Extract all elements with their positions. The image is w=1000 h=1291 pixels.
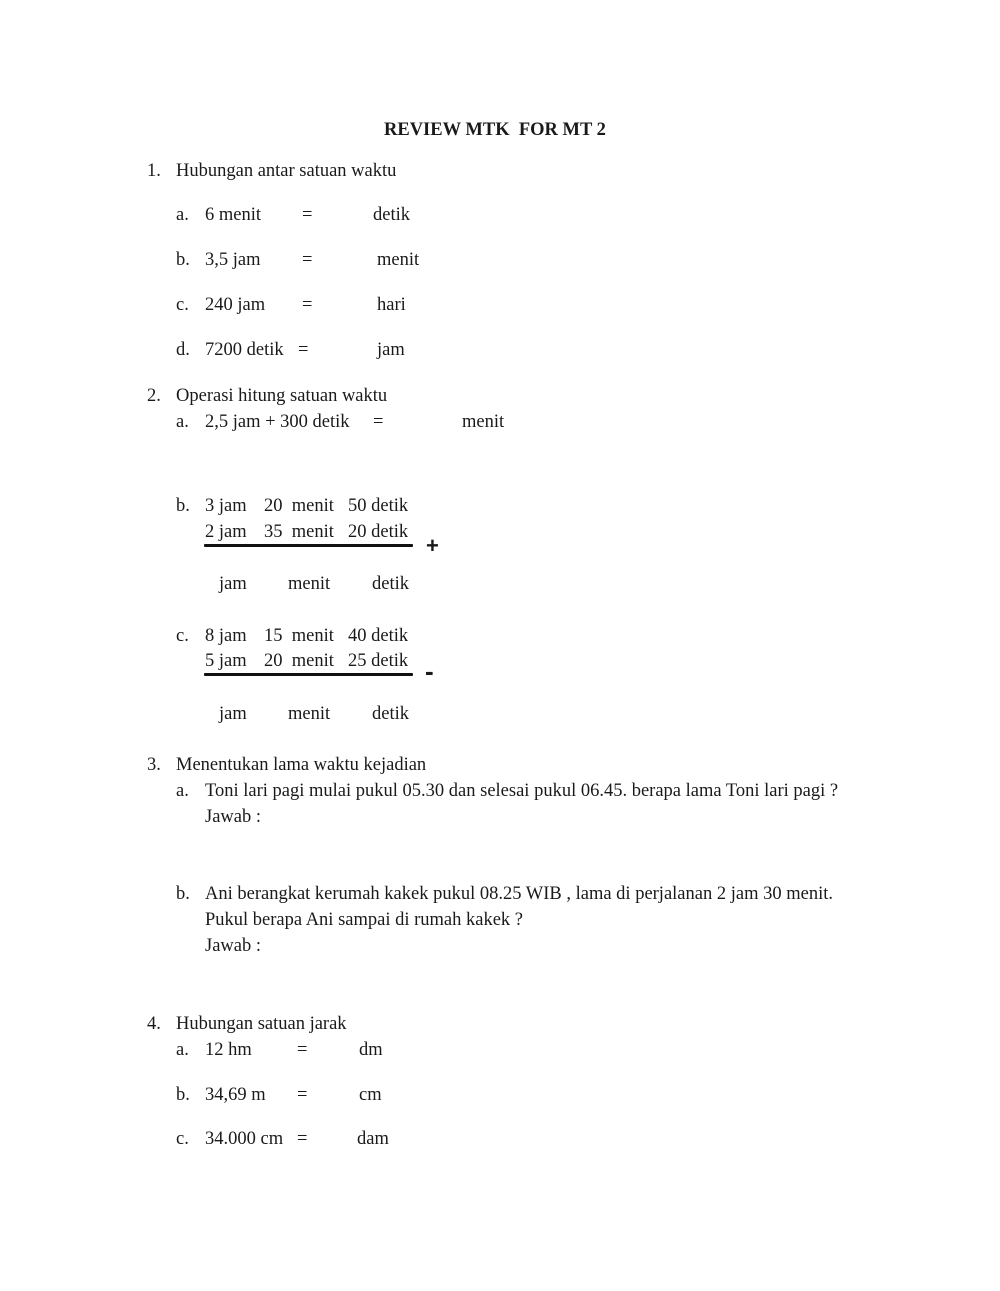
target-unit: cm [359,1085,382,1105]
result-unit-hours: jam [219,704,247,724]
item-letter: c. [176,626,189,646]
equals-sign: = [302,295,313,315]
minutes-value: 15 menit [264,626,334,646]
item-value: 12 hm [205,1040,252,1060]
hours-value: 2 jam [205,522,247,542]
item-letter: a. [176,412,189,432]
equals-sign: = [302,205,313,225]
target-unit: menit [462,412,505,432]
minutes-value: 20 menit [264,651,334,671]
problem-text: Ani berangkat kerumah kakek pukul 08.25 WIB , lama di perjalanan 2 jam 30 menit. [205,884,833,904]
equals-sign: = [297,1129,308,1149]
result-unit-minutes: menit [288,704,331,724]
result-unit-hours: jam [219,574,247,594]
difference-line [204,673,413,676]
target-unit: jam [377,340,405,360]
item-value: 240 jam [205,295,266,315]
equals-sign: = [373,412,384,432]
question-number: 3. [147,755,161,775]
item-value: 34,69 m [205,1085,266,1105]
item-letter: c. [176,1129,189,1149]
minus-sign: - [425,656,434,686]
seconds-value: 20 detik [348,522,409,542]
equals-sign: = [297,1040,308,1060]
equals-sign: = [302,250,313,270]
hours-value: 8 jam [205,626,247,646]
item-value: 2,5 jam + 300 detik [205,412,350,432]
sum-line [204,544,413,547]
equals-sign: = [298,340,309,360]
answer-label: Jawab : [205,936,261,956]
target-unit: menit [377,250,420,270]
question-heading: Hubungan satuan jarak [176,1014,347,1034]
result-unit-seconds: detik [372,704,409,724]
item-letter: b. [176,496,190,516]
item-value: 7200 detik [205,340,284,360]
page-title: REVIEW MTK FOR MT 2 [384,120,606,140]
seconds-value: 25 detik [348,651,409,671]
problem-text: Toni lari pagi mulai pukul 05.30 dan selesai pukul 06.45. berapa lama Toni lari pagi ? [205,781,839,801]
minutes-value: 35 menit [264,522,334,542]
problem-text: Pukul berapa Ani sampai di rumah kakek ? [205,910,524,930]
result-unit-seconds: detik [372,574,409,594]
item-letter: a. [176,1040,189,1060]
seconds-value: 50 detik [348,496,409,516]
item-letter: a. [176,781,189,801]
item-value: 6 menit [205,205,262,225]
question-number: 1. [147,161,161,181]
item-letter: b. [176,250,190,270]
question-heading: Operasi hitung satuan waktu [176,386,388,406]
item-letter: c. [176,295,189,315]
result-unit-minutes: menit [288,574,331,594]
plus-sign: + [426,533,439,558]
item-letter: a. [176,205,189,225]
item-letter: d. [176,340,190,360]
item-value: 3,5 jam [205,250,261,270]
hours-value: 3 jam [205,496,247,516]
answer-label: Jawab : [205,807,261,827]
target-unit: hari [377,295,406,315]
item-letter: b. [176,884,190,904]
item-letter: b. [176,1085,190,1105]
target-unit: dam [357,1129,389,1149]
question-number: 4. [147,1014,161,1034]
target-unit: dm [359,1040,383,1060]
seconds-value: 40 detik [348,626,409,646]
question-heading: Hubungan antar satuan waktu [176,161,397,181]
item-value: 34.000 cm [205,1129,284,1149]
question-number: 2. [147,386,161,406]
minutes-value: 20 menit [264,496,334,516]
question-heading: Menentukan lama waktu kejadian [176,755,427,775]
equals-sign: = [297,1085,308,1105]
target-unit: detik [373,205,410,225]
hours-value: 5 jam [205,651,247,671]
